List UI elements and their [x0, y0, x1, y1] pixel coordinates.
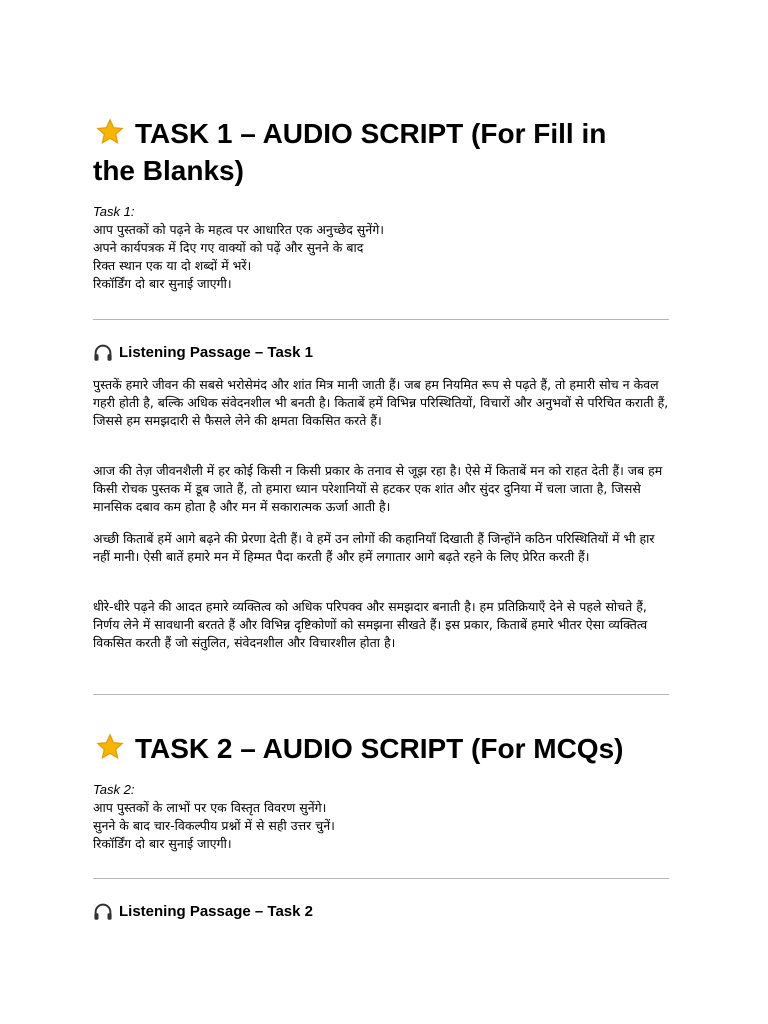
divider [93, 878, 669, 879]
passage1-paragraph: आज की तेज़ जीवनशैली में हर कोई किसी न किसी प्रकार के तनाव से जूझ रहा है। ऐसे में किताबें मन को राहत देती हैं। जब हम किसी रोचक पुस्तक में डूब जाते हैं, तो हमारा ध्यान परेशानियों से हटकर एक शांत और सुंदर दुनिया में चला जाता है, जिससे मानसिक दबाव कम होता है और मन में सकारात्मक ऊर्जा आती है। [93, 463, 663, 515]
task1-heading-line1: TASK 1 – AUDIO SCRIPT (For Fill in [135, 118, 607, 149]
passage2-heading-text: Listening Passage – Task 2 [119, 903, 313, 920]
task2-instruction-line: आप पुस्तकों के लाभों पर एक विस्तृत विवरण सुनेंगे। [93, 800, 327, 815]
star-icon [93, 118, 127, 146]
headphones-icon [93, 344, 113, 362]
task1-intro [93, 203, 384, 293]
task1-heading-line2: the Blanks) [93, 155, 244, 186]
divider [93, 319, 669, 320]
passage2-heading [93, 902, 313, 922]
passage1-paragraph: धीरे-धीरे पढ़ने की आदत हमारे व्यक्तित्व को अधिक परिपक्व और समझदार बनाती है। हम प्रतिक्रियाएँ देने से पहले सोचते हैं, निर्णय लेने में सावधानी बरतते हैं और विभिन्न दृष्टिकोणों को समझना सीखते हैं। इस प्रकार, किताबें हमारे भीतर ऐसा व्यक्तित्व विकसित करती हैं जो संतुलित, संवेदनशील और विचारशील होता है। [93, 599, 648, 651]
task2-intro [93, 781, 335, 853]
divider [93, 694, 669, 695]
task2-label: Task 2: [93, 782, 135, 797]
task2-instruction-line: सुनने के बाद चार-विकल्पीय प्रश्नों में से सही उत्तर चुनें। [93, 818, 335, 833]
task1-instruction-line: अपने कार्यपत्रक में दिए गए वाक्यों को पढ़ें और सुनने के बाद [93, 240, 364, 255]
passage1-heading-text: Listening Passage – Task 1 [119, 344, 313, 361]
task1-instruction-line: रिकॉर्डिंग दो बार सुनाई जाएगी। [93, 276, 232, 291]
task2-heading [93, 730, 623, 767]
headphones-icon [93, 903, 113, 921]
task2-heading-text: TASK 2 – AUDIO SCRIPT (For MCQs) [135, 733, 624, 764]
star-icon [93, 733, 127, 761]
passage1-heading [93, 343, 313, 363]
passage1-paragraph: पुस्तकें हमारे जीवन की सबसे भरोसेमंद और शांत मित्र मानी जाती हैं। जब हम नियमित रूप से पढ़ते हैं, तो हमारी सोच न केवल गहरी होती है, बल्कि अधिक संवेदनशील भी बनती है। किताबें हमें विभिन्न परिस्थितियों, विचारों और अनुभवों से परिचित कराती हैं, जिससे हम समझदारी से फैसले लेने की क्षमता विकसित करते हैं। [93, 377, 669, 429]
task1-instruction-line: आप पुस्तकों को पढ़ने के महत्व पर आधारित एक अनुच्छेद सुनेंगे। [93, 222, 384, 237]
task1-heading [93, 115, 606, 189]
task1-label: Task 1: [93, 204, 135, 219]
passage1-paragraph: अच्छी किताबें हमें आगे बढ़ने की प्रेरणा देती हैं। वे हमें उन लोगों की कहानियाँ दिखाती हैं जिन्होंने कठिन परिस्थितियों में भी हार नहीं मानी। ऐसी बातें हमारे मन में हिम्मत पैदा करती हैं और हमें लगातार आगे बढ़ते रहने के लिए प्रेरित करती हैं। [93, 531, 655, 565]
task2-instruction-line: रिकॉर्डिंग दो बार सुनाई जाएगी। [93, 836, 232, 851]
task1-instruction-line: रिक्त स्थान एक या दो शब्दों में भरें। [93, 258, 252, 273]
